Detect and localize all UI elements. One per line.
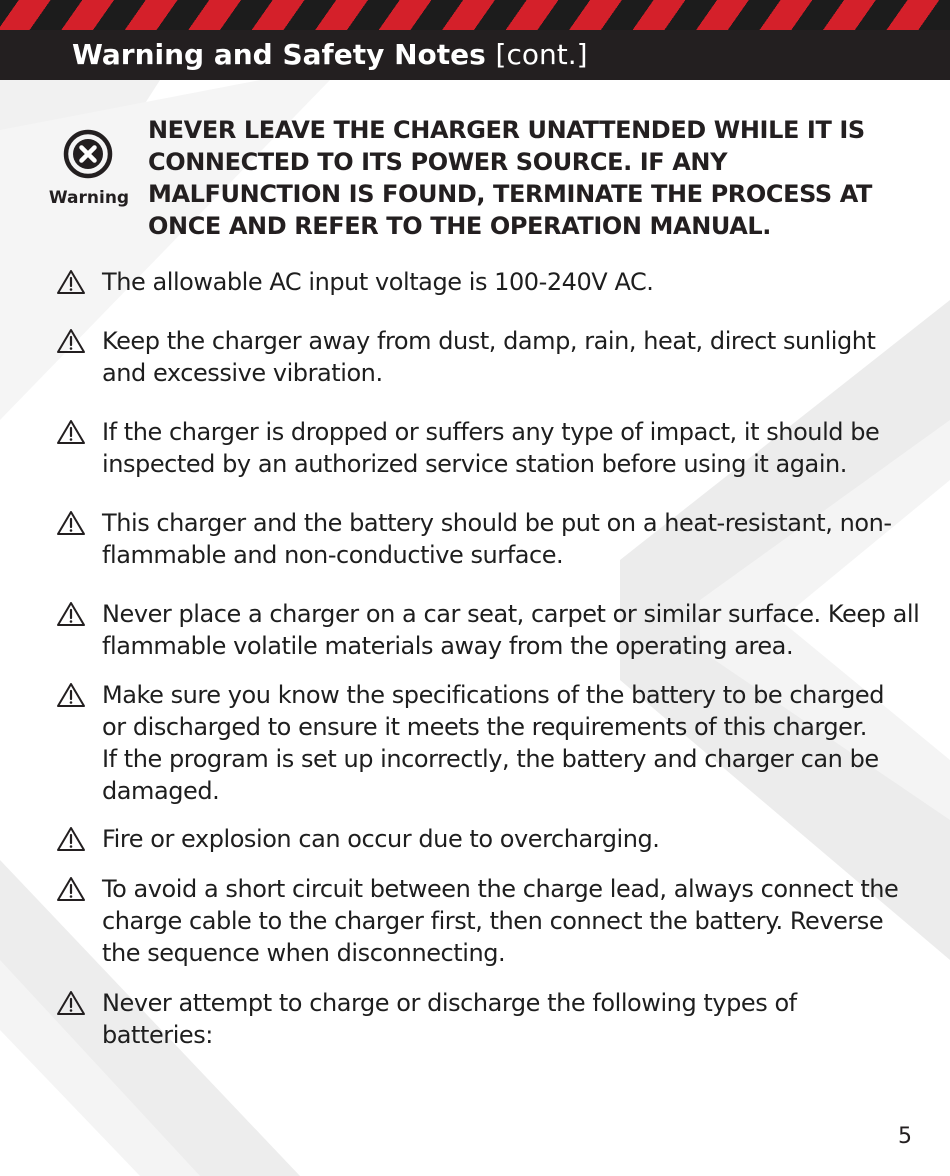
list-item [56, 873, 926, 969]
list-item [56, 987, 926, 1051]
list-item [56, 266, 926, 298]
page-title-suffix: [cont.] [495, 38, 588, 71]
caution-triangle-icon [56, 268, 86, 296]
list-item [56, 507, 926, 571]
note-text: Fire or explosion can occur due to overcharging. [102, 825, 660, 853]
list-item [56, 823, 926, 855]
caution-triangle-icon [56, 875, 86, 903]
page-title-main: Warning and Safety Notes [72, 38, 486, 71]
warning-label: Warning [48, 188, 130, 208]
safety-notes-list [56, 266, 926, 1051]
caution-triangle-icon [56, 327, 86, 355]
list-item [56, 416, 926, 480]
list-item [56, 598, 926, 662]
caution-triangle-icon [56, 418, 86, 446]
note-text: Keep the charger away from dust, damp, rain, heat, direct sunlight and excessive vibration. [102, 327, 876, 387]
warning-text: NEVER LEAVE THE CHARGER UNATTENDED WHILE IT IS CONNECTED TO ITS POWER SOURCE. IF ANY MALFUNCTION IS FOUND, TERMINATE THE PROCESS AT ONCE AND REFER TO THE OPERATION MANUAL. [148, 116, 873, 240]
caution-triangle-icon [56, 600, 86, 628]
list-item [56, 325, 926, 389]
header-bar [0, 30, 950, 80]
hazard-stripe-bar [0, 0, 950, 30]
note-text: If the charger is dropped or suffers any type of impact, it should be inspected by an authorized service station before using it again. [102, 418, 880, 478]
caution-triangle-icon [56, 509, 86, 537]
note-text: The allowable AC input voltage is 100-240V AC. [102, 268, 654, 296]
note-text: Make sure you know the specifications of the battery to be charged or discharged to ensure it meets the requirements of this charger. If the program is set up incorrectly, the battery and charger can be damaged. [102, 681, 885, 805]
warning-block [48, 114, 928, 244]
caution-triangle-icon [56, 989, 86, 1017]
caution-triangle-icon [56, 681, 86, 709]
note-text: Never attempt to charge or discharge the following types of batteries: [102, 989, 797, 1049]
page-number: 5 [898, 1124, 912, 1149]
note-text: Never place a charger on a car seat, carpet or similar surface. Keep all flammable volatile materials away from the operating area. [102, 600, 920, 660]
circle-x-icon [62, 128, 114, 180]
note-text: To avoid a short circuit between the charge lead, always connect the charge cable to the charger first, then connect the battery. Reverse the sequence when disconnecting. [102, 875, 899, 967]
page-title [72, 36, 588, 74]
list-item [56, 679, 926, 807]
note-text: This charger and the battery should be put on a heat-resistant, non- flammable and non-conductive surface. [102, 509, 892, 569]
caution-triangle-icon [56, 825, 86, 853]
